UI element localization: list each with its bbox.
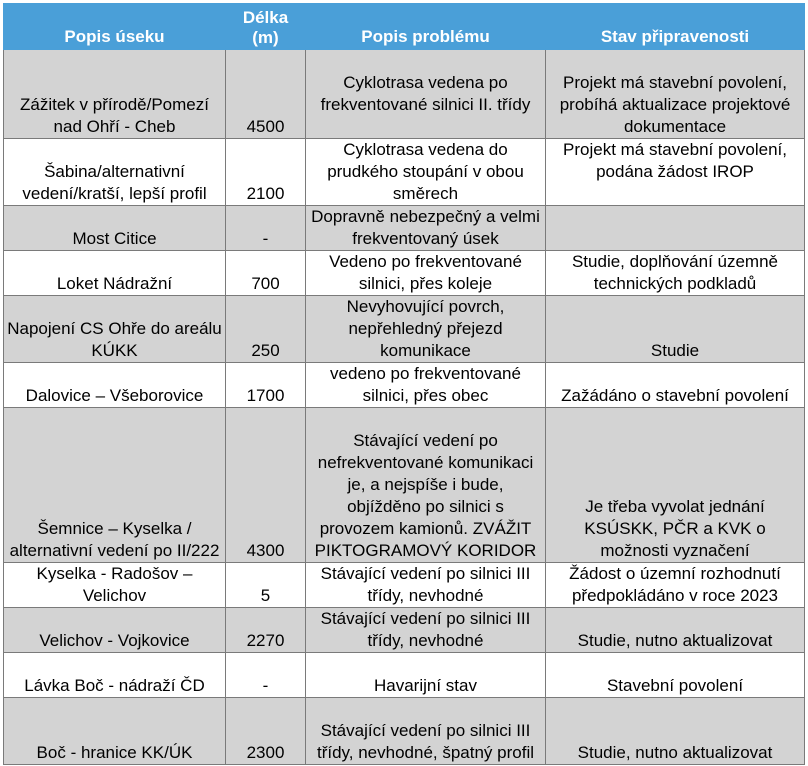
cell-problem: Vedeno po frekventované silnici, přes koleje [306, 251, 546, 296]
cell-length: 700 [226, 251, 306, 296]
cell-length: - [226, 206, 306, 251]
table-row [4, 608, 805, 653]
cell-status: Studie [546, 296, 805, 363]
cell-section: Boč - hranice KK/ÚK [4, 698, 226, 765]
cell-section: Velichov - Vojkovice [4, 608, 226, 653]
cell-section: Šabina/alternativní vedení/kratší, lepší profil [4, 139, 226, 206]
table-row [4, 653, 805, 698]
cell-problem: Stávající vedení po silnici III třídy, nevhodné [306, 608, 546, 653]
table-row [4, 50, 805, 139]
cell-status: Žádost o územní rozhodnutí předpokládáno v roce 2023 [546, 563, 805, 608]
cell-section: Most Citice [4, 206, 226, 251]
cell-length: 4300 [226, 408, 306, 563]
table-row [4, 698, 805, 765]
header-length: Délka (m) [226, 4, 306, 50]
cell-status: Zažádáno o stavební povolení [546, 363, 805, 408]
cell-problem: vedeno po frekventované silnici, přes obec [306, 363, 546, 408]
cell-problem: Stávající vedení po silnici III třídy, nevhodné, špatný profil [306, 698, 546, 765]
cell-problem: Nevyhovující povrch, nepřehledný přejezd komunikace [306, 296, 546, 363]
cell-section: Zážitek v přírodě/Pomezí nad Ohří - Cheb [4, 50, 226, 139]
cell-section: Dalovice – Všeborovice [4, 363, 226, 408]
cell-status: Je třeba vyvolat jednání KSÚSKK, PČR a KVK o možnosti vyznačení [546, 408, 805, 563]
cell-section: Loket Nádražní [4, 251, 226, 296]
cell-length: 2100 [226, 139, 306, 206]
cell-length: 5 [226, 563, 306, 608]
cell-section: Kyselka - Radošov – Velichov [4, 563, 226, 608]
header-status: Stav připravenosti [546, 4, 805, 50]
table-row [4, 139, 805, 206]
cell-status: Studie, nutno aktualizovat [546, 698, 805, 765]
header-row [4, 4, 805, 50]
cell-length: 250 [226, 296, 306, 363]
cell-status: Projekt má stavební povolení, probíhá aktualizace projektové dokumentace [546, 50, 805, 139]
cell-problem: Cyklotrasa vedena do prudkého stoupání v obou směrech [306, 139, 546, 206]
cell-problem: Cyklotrasa vedena po frekventované silnici II. třídy [306, 50, 546, 139]
header-section: Popis úseku [4, 4, 226, 50]
road-sections-table [3, 3, 805, 765]
header-problem: Popis problému [306, 4, 546, 50]
cell-status: Projekt má stavební povolení, podána žádost IROP [546, 139, 805, 206]
table-row [4, 408, 805, 563]
cell-section: Šemnice – Kyselka / alternativní vedení po II/222 [4, 408, 226, 563]
cell-length: 2270 [226, 608, 306, 653]
cell-status: Studie, doplňování územně technických podkladů [546, 251, 805, 296]
cell-problem: Stávající vedení po silnici III třídy, nevhodné [306, 563, 546, 608]
table-row [4, 296, 805, 363]
table-row [4, 206, 805, 251]
cell-status: Stavební povolení [546, 653, 805, 698]
table-row [4, 563, 805, 608]
cell-status [546, 206, 805, 251]
cell-length: 4500 [226, 50, 306, 139]
table-row [4, 251, 805, 296]
cell-section: Napojení CS Ohře do areálu KÚKK [4, 296, 226, 363]
cell-section: Lávka Boč - nádraží ČD [4, 653, 226, 698]
cell-problem: Dopravně nebezpečný a velmi frekventovaný úsek [306, 206, 546, 251]
cell-length: - [226, 653, 306, 698]
cell-length: 1700 [226, 363, 306, 408]
cell-length: 2300 [226, 698, 306, 765]
table-row [4, 363, 805, 408]
cell-problem: Havarijní stav [306, 653, 546, 698]
cell-status: Studie, nutno aktualizovat [546, 608, 805, 653]
cell-problem: Stávající vedení po nefrekventované komunikaci je, a nejspíše i bude, objížděno po silnici s provozem kamionů. ZVÁŽIT PIKTOGRAMOVÝ KORIDOR [306, 408, 546, 563]
